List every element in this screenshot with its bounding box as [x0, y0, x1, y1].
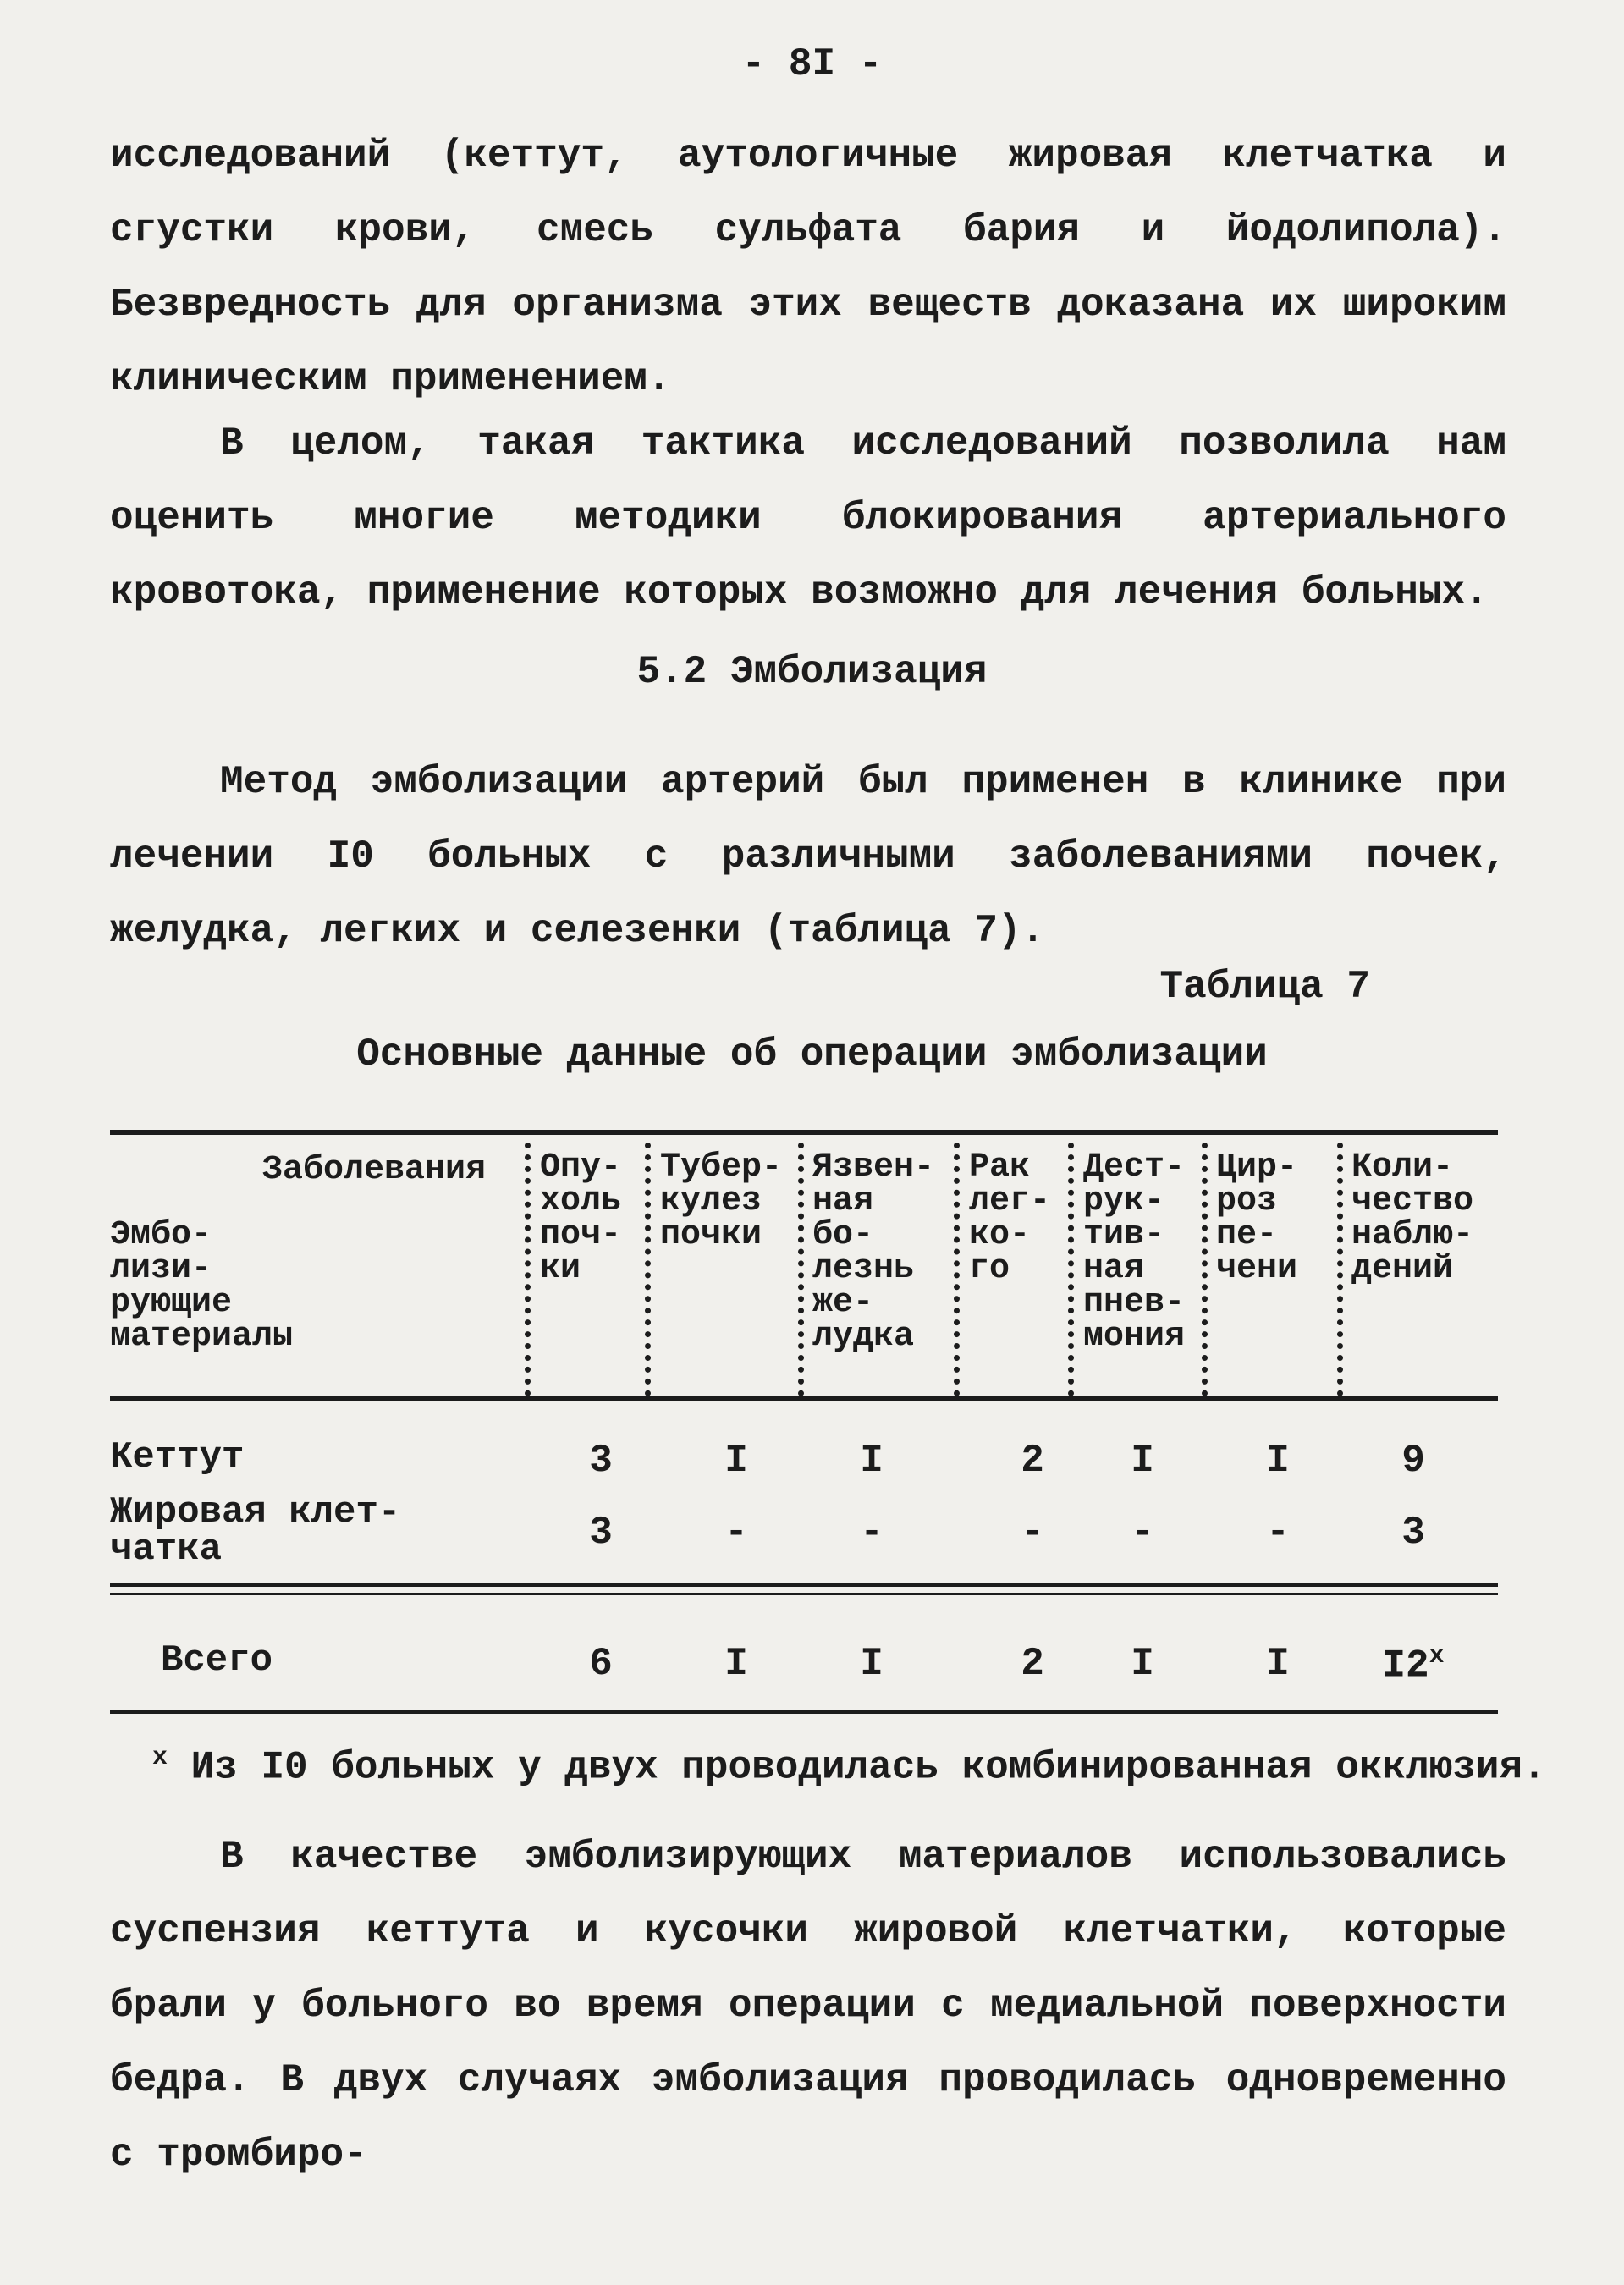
table-cell: I: [860, 1439, 884, 1483]
row-label-kettut: Кеттут: [110, 1436, 245, 1478]
section-heading: 5.2 Эмболизация: [636, 650, 988, 694]
table-number: Таблица 7: [1159, 965, 1370, 1009]
table-cell: 9: [1401, 1439, 1425, 1483]
table-cell: -: [1131, 1511, 1154, 1555]
table-cell: 3: [1401, 1511, 1425, 1555]
column-header-kidney-tumor: Опу- холь поч- ки: [540, 1148, 622, 1288]
table-total-rule: [110, 1593, 1498, 1595]
table-cell: 2: [1021, 1642, 1044, 1686]
column-separator: [1337, 1142, 1343, 1396]
table-cell: I: [1266, 1642, 1290, 1686]
table-cell: 3: [589, 1439, 613, 1483]
row-label-fat-tissue: Жировая клет- чатка: [110, 1491, 401, 1571]
table-top-rule: [110, 1130, 1498, 1135]
column-separator: [954, 1142, 960, 1396]
total-value: I2: [1382, 1644, 1429, 1688]
page-number: - 8I -: [741, 42, 883, 86]
column-header-lung-cancer: Рак лег- ко- го: [969, 1148, 1051, 1288]
table-title: Основные данные об операции эмболизации: [356, 1032, 1268, 1076]
column-header-observations-count: Коли- чество наблю- дений: [1351, 1148, 1474, 1288]
table-footnote: [152, 1743, 1546, 1789]
table-cell: I: [860, 1642, 884, 1686]
table-cell: 3: [589, 1511, 613, 1555]
table-cell: -: [860, 1511, 884, 1555]
column-separator: [645, 1142, 651, 1396]
table-cell: I: [724, 1642, 748, 1686]
table-cell: 6: [589, 1642, 613, 1686]
column-separator: [1202, 1142, 1208, 1396]
table-cell: 2: [1021, 1439, 1044, 1483]
table-bottom-rule: [110, 1710, 1498, 1714]
table-cell: I: [1266, 1439, 1290, 1483]
paragraph-4: В качестве эмболизирующих материалов использовались суспензия кеттута и кусочки жировой клетчатки, которые брали у больного во время операции с медиальной поверхности бедра. В двух случаях эмболизация проводилась одновременно с тромбиро-: [110, 1835, 1506, 2177]
table-cell: -: [1266, 1511, 1290, 1555]
footnote-text: Из I0 больных у двух проводилась комбинированная окклюзия.: [190, 1745, 1546, 1790]
table-total-rule: [110, 1583, 1498, 1587]
column-separator: [1068, 1142, 1074, 1396]
table-cell: -: [724, 1511, 748, 1555]
column-separator: [798, 1142, 804, 1396]
table-header-rule: [110, 1396, 1498, 1401]
column-header-stomach-ulcer: Язвен- ная бо- лезнь же- лудка: [812, 1148, 935, 1356]
paragraph-2: В целом, такая тактика исследований позволила нам оценить многие методики блокирования артериального кровотока, применение которых возможно для лечения больных.: [110, 421, 1506, 614]
paragraph-1: исследований (кеттут, аутологичные жировая клетчатка и сгустки крови, смесь сульфата бария и йодолипола). Безвредность для организма этих веществ доказана их широким клиническим применением.: [110, 134, 1506, 401]
header-corner-left: Эмбо- лизи- рующие материалы: [110, 1216, 294, 1356]
table-cell-total: [1358, 1642, 1468, 1688]
table-cell: I: [1131, 1642, 1154, 1686]
column-separator: [525, 1142, 531, 1396]
footnote-marker: x: [152, 1743, 168, 1772]
footnote-marker: x: [1429, 1642, 1445, 1671]
table-cell: I: [1131, 1439, 1154, 1483]
table-cell: -: [1021, 1511, 1044, 1555]
column-header-destructive-pneumonia: Дест- рук- тив- ная пнев- мония: [1083, 1148, 1186, 1356]
column-header-kidney-tuberculosis: Тубер- кулез почки: [660, 1148, 783, 1254]
header-corner-top: Заболевания: [262, 1151, 487, 1189]
table-cell: I: [724, 1439, 748, 1483]
column-header-liver-cirrhosis: Цир- роз пе- чени: [1216, 1148, 1298, 1288]
paragraph-3: Метод эмболизации артерий был применен в клинике при лечении I0 больных с различными заболеваниями почек, желудка, легких и селезенки (таблица 7).: [110, 760, 1506, 953]
row-label-total: Всего: [161, 1639, 273, 1682]
